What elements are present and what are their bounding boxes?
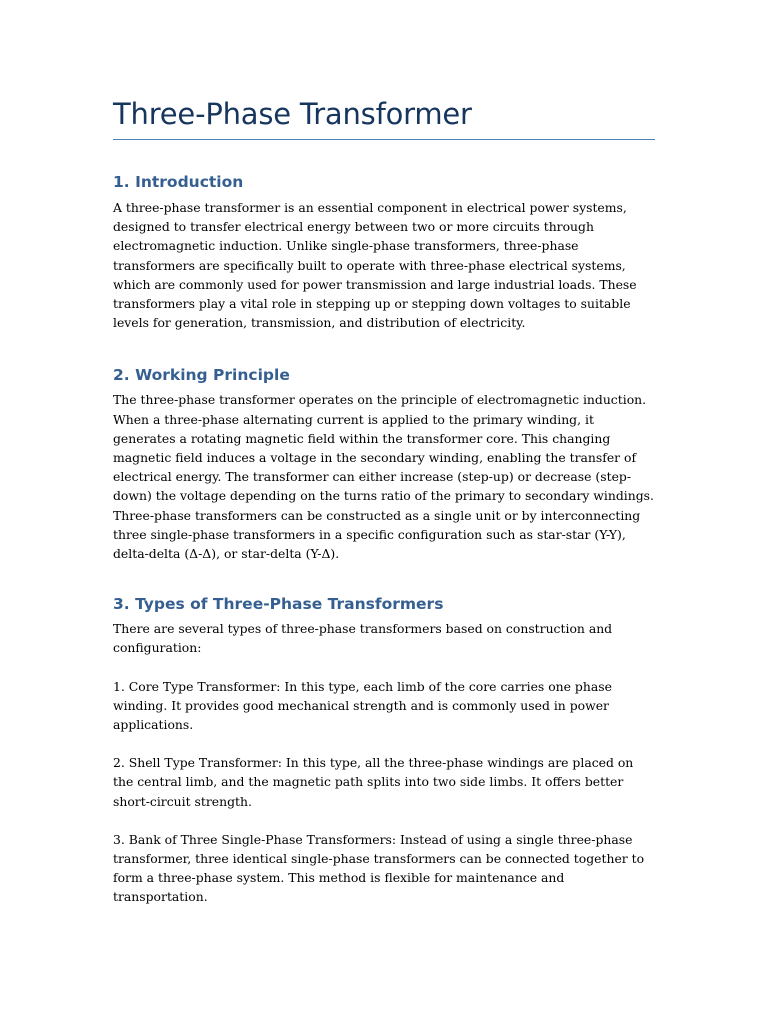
section-heading: 3. Types of Three-Phase Transformers xyxy=(113,595,444,614)
paragraph: There are several types of three-phase transformers based on construction and configuration: xyxy=(113,621,613,656)
paragraph: A three-phase transformer is an essential component in electrical power systems, designed to transfer electrical energy between two or more circuits through electromagnetic induction. Unlike single-phase transformers, three-phase transformers are specifically built to operate with three-phase electrical systems, which are commonly used for power transmission and large industrial loads. These transformers play a vital role in stepping up or stepping down voltages to suitable levels for generation, transmission, and distribution of electricity. xyxy=(113,200,637,331)
section-heading: 1. Introduction xyxy=(113,173,244,191)
list-item: 1. Core Type Transformer: In this type, each limb of the core carries one phase winding. It provides good mechanical strength and is commonly used in power applications. xyxy=(113,678,612,733)
paragraph: The three-phase transformer operates on the principle of electromagnetic induction. When a three-phase alternating current is applied to the primary winding, it generates a rotating magnetic field within the transformer core. This changing magnetic field induces a voltage in the secondary winding, enabling the transfer of electrical energy. The transformer can either increase (step-up) or decrease (step-down) the voltage depending on the turns ratio of the primary to secondary windings. Three-phase transformers can be constructed as a single unit or by interconnecting three single-phase transformers in a specific configuration such as star-star (Y-Y), delta-delta (Δ-Δ), or star-delta (Y-Δ). xyxy=(113,392,654,562)
section-types xyxy=(113,594,655,906)
document-title: Three-Phase Transformer xyxy=(113,94,655,140)
document-content xyxy=(113,94,655,907)
section-heading: 2. Working Principle xyxy=(113,366,290,385)
list-item: 3. Bank of Three Single-Phase Transformers: Instead of using a single three-phase transformer, three identical single-phase transformers can be connected together to form a three-phase system. This method is flexible for maintenance and transportation. xyxy=(113,831,645,905)
list-item: 2. Shell Type Transformer: In this type, all the three-phase windings are placed on the central limb, and the magnetic path splits into two side limbs. It offers better short-circuit strength. xyxy=(113,755,634,809)
section-introduction xyxy=(113,172,655,332)
section-working-principle xyxy=(113,365,655,563)
